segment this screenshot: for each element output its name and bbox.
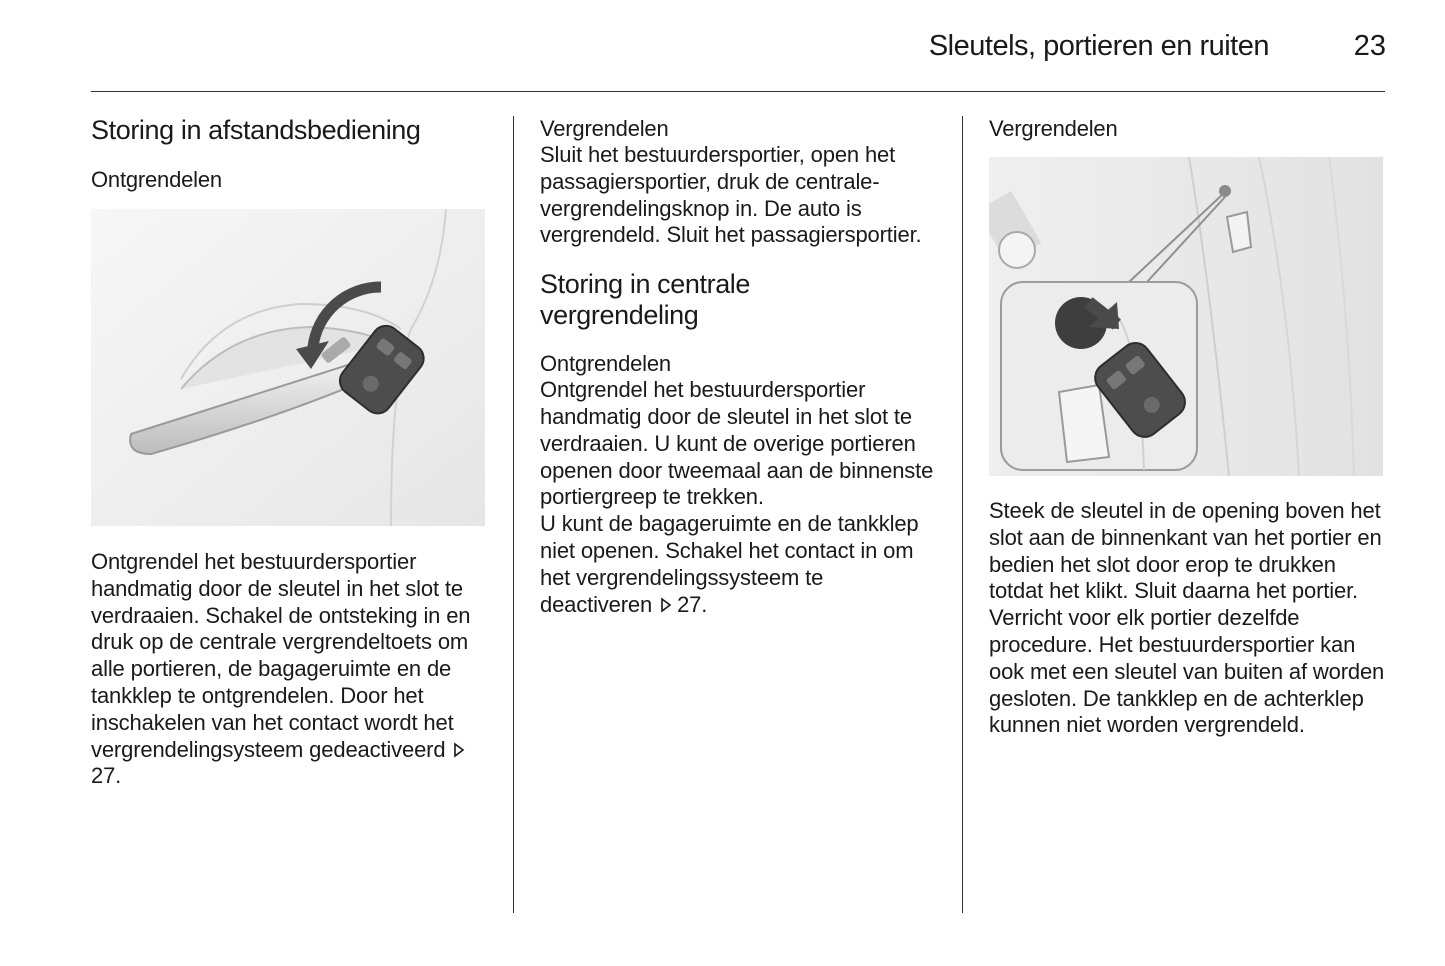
section-heading-central-lock-failure: Storing in centrale vergrendeling [540,269,751,331]
subheading-lock-manual: Vergrendelen [989,116,1118,141]
paragraph-insert-key: Steek de sleutel in de opening boven het slot aan de binnenkant van het portier en bedien het slot door erop te drukken totdat het klikt. Sluit daarna het portier. Verricht voor elk portier dezelfde procedure. Het bestuurdersportier kan ook met een sleutel van buiten af worden gesloten. De tankklep en de achterklep kunnen niet worden vergrendeld. [989,498,1385,738]
paragraph-trunk-fuel-text: U kunt de bagageruimte en de tankklep niet openen. Schakel het contact in om het vergrendelingssysteem te deactiveren [540,511,919,617]
section-heading-remote-failure: Storing in afstandsbediening [91,115,421,145]
page-reference-icon [658,597,674,613]
subheading-unlock-central: Ontgrendelen [540,351,671,377]
page-number: 23 [1353,30,1386,62]
xref-page-27[interactable]: 27. [91,763,122,789]
header-rule [91,91,1385,92]
column-1-body [91,549,491,790]
column-3 [989,116,1389,142]
column-divider-1 [513,116,514,913]
paragraph-remote-unlock-text: Ontgrendel het bestuurdersportier handmatig door de sleutel in het slot te verdraaien. Schakel de ontsteking in en druk op de centrale vergrendeltoets om alle portieren, de bagageruimte en de tankklep te ontgrendelen. Door het inschakelen van het contact wordt het vergrendelingsysteem gedeactiveerd [91,549,471,762]
running-header-title: Sleutels, portieren en ruiten [928,30,1269,62]
paragraph-central-unlock: Ontgrendel het bestuurdersportier handmatig door de sleutel in het slot te verdraaien. U kunt de overige portieren openen door tweemaal aan de binnenste portiergreep te trekken. [540,377,934,510]
column-divider-2 [962,116,963,913]
subheading-unlock: Ontgrendelen [91,167,222,192]
paragraph-remote-unlock [91,549,491,790]
subheading-lock: Vergrendelen [540,116,669,141]
column-1 [91,115,491,193]
paragraph-trunk-fuel [540,511,940,618]
column-2 [540,116,940,618]
paragraph-lock: Sluit het bestuurdersportier, open het passagiersportier, druk de centralevergrendelingsknop in. De auto is vergrendeld. Sluit het passagiersportier. [540,142,922,248]
xref-page-27[interactable]: 27. [677,591,708,617]
door-lock-key-illustration [989,157,1383,476]
page-reference-icon [451,742,467,758]
door-handle-key-illustration [91,209,485,526]
column-3-body [989,498,1389,739]
